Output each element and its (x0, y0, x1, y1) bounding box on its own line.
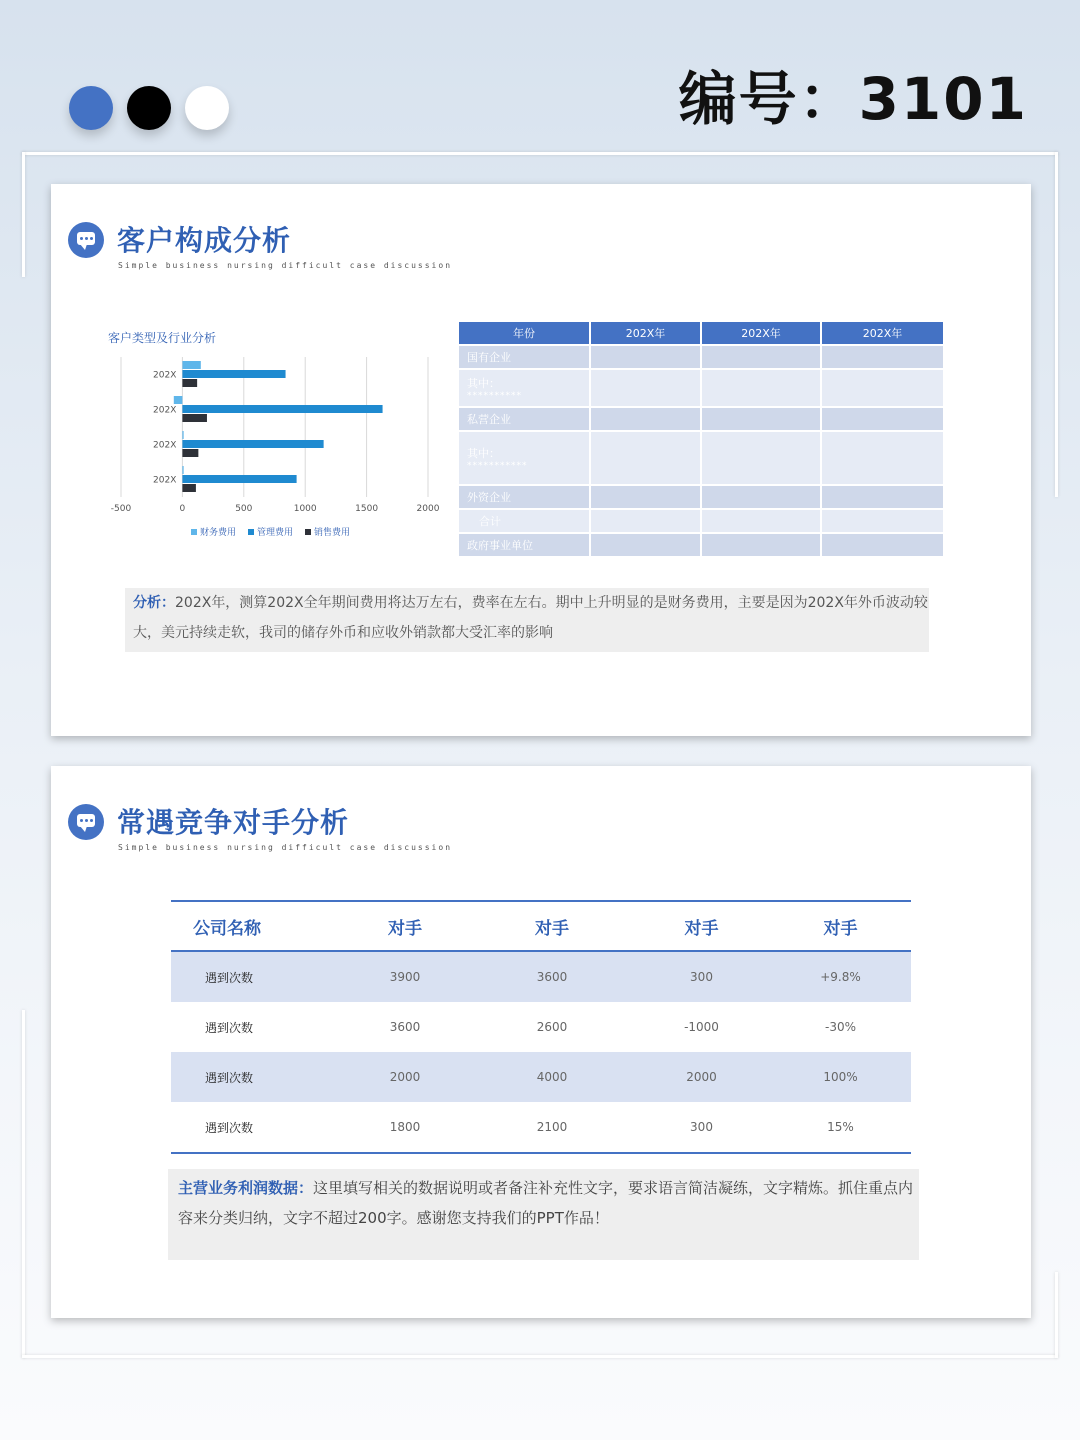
x-tick-label: 500 (235, 504, 253, 514)
white-dot-decoration (185, 86, 229, 130)
section-subtitle: Simple business nursing difficult case discussion (118, 843, 453, 852)
table-header: 对手 (535, 918, 569, 939)
analysis-label: 分析： (133, 595, 175, 611)
bar-2 (182, 440, 323, 448)
document-code: 编号：3101 (678, 65, 1028, 133)
table-row: 遇到次数 3900 3600 300 +9.8% (171, 951, 911, 1002)
legend-swatch (305, 529, 311, 535)
customer-composition-card (51, 184, 1031, 736)
section-subtitle: Simple business nursing difficult case discussion (118, 261, 453, 270)
row-label: 外资企业 (459, 486, 589, 508)
bar-3 (182, 379, 197, 387)
competitor-analysis-card (51, 766, 1031, 1318)
analysis-text: 202X年，测算202X全年期间费用将达万左右，费率在左右。期中上升明显的是财务费用，主要是因为202X年外币波动较大，美元持续走软，我司的储存外币和应收外销款都大受汇率的影响 (133, 595, 928, 641)
blue-dot-decoration (69, 86, 113, 130)
table-row: 遇到次数 2000 4000 2000 100% (171, 1052, 911, 1102)
bar-2 (182, 370, 285, 378)
x-tick-label: 0 (179, 504, 186, 514)
chat-bubble-icon (68, 222, 104, 258)
table-header: 公司名称 (193, 918, 261, 939)
black-dot-decoration (127, 86, 171, 130)
row-label: 其中： ********** (459, 370, 589, 406)
frame-line (22, 1355, 1058, 1358)
frame-line (1055, 152, 1058, 497)
chat-bubble-icon (68, 804, 104, 840)
table-row: 遇到次数 1800 2100 300 15% (171, 1102, 911, 1153)
legend-label: 财务费用 (200, 528, 237, 538)
customer-year-table (457, 320, 945, 558)
table-header: 202X年 (822, 322, 943, 344)
table-header: 202X年 (702, 322, 820, 344)
analysis-text-box (125, 588, 929, 652)
table-header: 对手 (823, 918, 858, 939)
profit-note-box (168, 1169, 919, 1260)
frame-line (22, 152, 25, 277)
x-tick-label: 1000 (293, 504, 317, 514)
x-tick-label: 2000 (416, 504, 440, 514)
row-label: 合计 (459, 510, 589, 532)
table-header: 年份 (459, 322, 589, 344)
bar-3 (182, 449, 198, 457)
row-label: 私营企业 (459, 408, 589, 430)
table-header: 对手 (684, 918, 719, 939)
legend-label: 销售费用 (314, 528, 351, 538)
y-category-label: 202X (153, 405, 177, 416)
x-tick-label: 1500 (355, 504, 379, 514)
table-header: 对手 (388, 918, 422, 939)
row-label: 国有企业 (459, 346, 589, 368)
y-category-label: 202X (153, 440, 177, 451)
row-label: 政府事业单位 (459, 534, 589, 556)
y-category-label: 202X (153, 475, 177, 486)
section-title: 客户构成分析 (117, 224, 292, 257)
y-category-label: 202X (153, 370, 177, 381)
legend-label: 管理费用 (257, 528, 294, 538)
row-label: 其中： *********** (459, 432, 589, 484)
frame-line (22, 152, 1058, 155)
bar-2 (182, 475, 296, 483)
section-title: 常遇竞争对手分析 (117, 806, 350, 839)
competitor-table (171, 900, 911, 1154)
frame-line (22, 1010, 25, 1358)
note-label: 主营业务利润数据： (178, 1179, 314, 1197)
legend-swatch (248, 529, 254, 535)
chart-title: 客户类型及行业分析 (108, 331, 217, 345)
bar-2 (182, 405, 382, 413)
legend-swatch (191, 529, 197, 535)
bar-1 (182, 466, 183, 474)
frame-line (1055, 1272, 1058, 1358)
note-text: 这里填写相关的数据说明或者备注补充性文字，要求语言简洁凝练，文字精炼。抓住重点内容来分类归纳，文字不超过200字。感谢您支持我们的PPT作品！ (178, 1179, 914, 1227)
x-tick-label: -500 (110, 504, 132, 514)
customer-type-bar-chart (101, 349, 441, 559)
bar-3 (182, 414, 207, 422)
table-header: 202X年 (591, 322, 700, 344)
bar-1 (174, 396, 183, 404)
table-row: 遇到次数 3600 2600 -1000 -30% (205, 1020, 856, 1035)
bar-1 (182, 431, 183, 439)
bar-1 (182, 361, 200, 369)
bar-3 (182, 484, 196, 492)
